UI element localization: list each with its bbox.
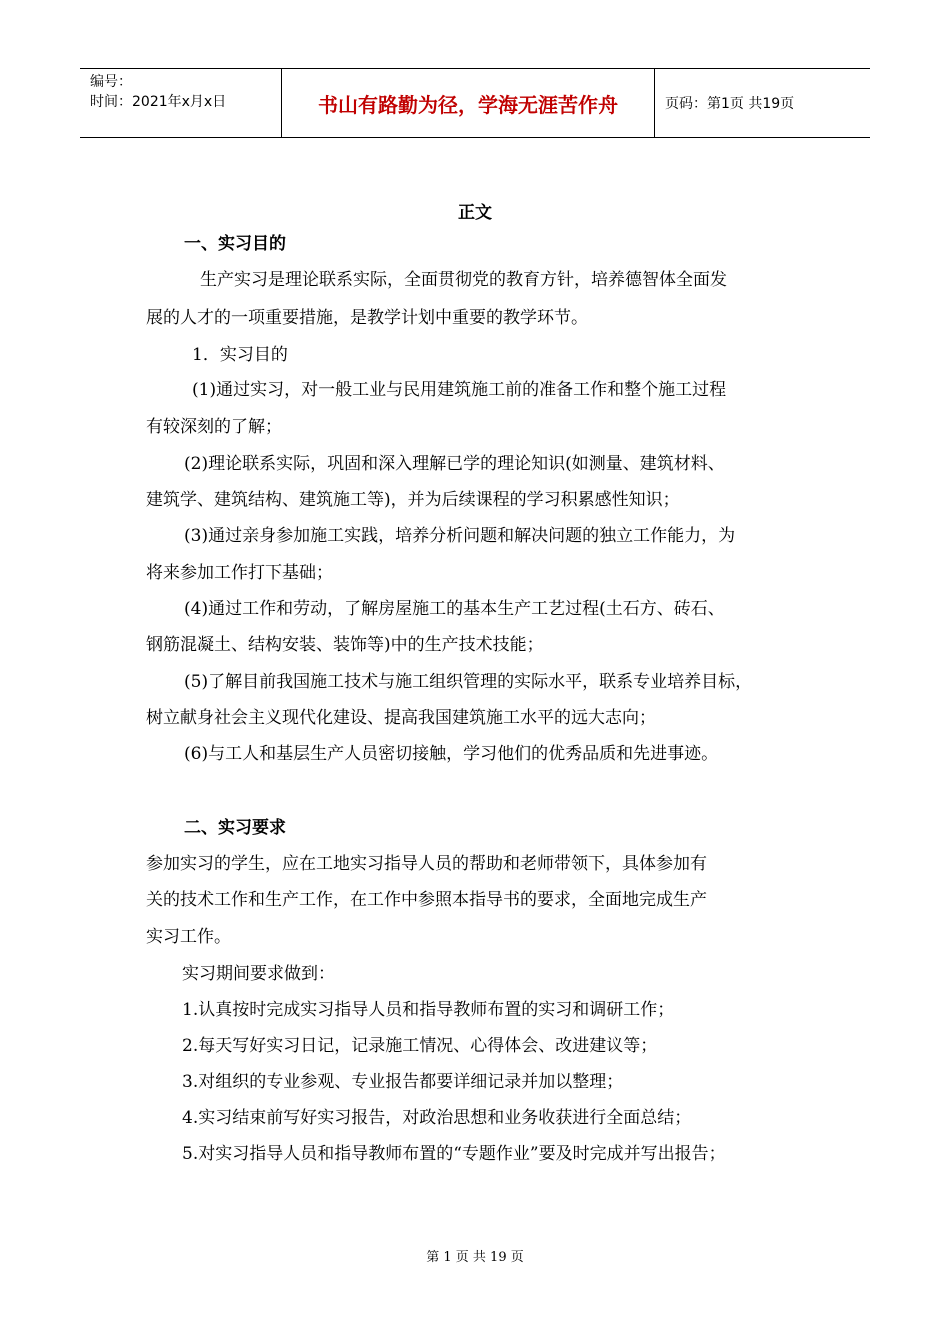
item4-line1: (4)通过工作和劳动，了解房屋施工的基本生产工艺过程(土石方、砖石、 [184,599,725,619]
section2-subheading: 实习期间要求做到： [182,964,335,984]
item5-line1: (5)了解目前我国施工技术与施工组织管理的实际水平，联系专业培养目标， [184,672,753,692]
section2-heading: 二、实习要求 [184,818,286,838]
item2-line2: 建筑学、建筑结构、建筑施工等)，并为后续课程的学习积累感性知识； [146,490,680,510]
section1-subheading: 1．实习目的 [192,345,288,365]
req-item-1: 1.认真按时完成实习指导人员和指导教师布置的实习和调研工作； [182,1000,675,1020]
item3-line2: 将来参加工作打下基础； [146,563,333,583]
item4-line2: 钢筋混凝土、结构安装、装饰等)中的生产技术技能； [146,635,544,655]
header-table [80,68,870,138]
req-item-3: 3.对组织的专业参观、专业报告都要详细记录并加以整理； [182,1072,624,1092]
item3-line1: (3)通过亲身参加施工实践，培养分析问题和解决问题的独立工作能力，为 [184,526,736,546]
req-item-2: 2.每天写好实习日记，记录施工情况、心得体会、改进建议等； [182,1036,658,1056]
section1-intro-line1: 生产实习是理论联系实际，全面贯彻党的教育方针，培养德智体全面发 [200,270,727,290]
item5-line2: 树立献身社会主义现代化建设、提高我国建筑施工水平的远大志向； [146,708,656,728]
header-meta [80,69,282,137]
section1-intro-line2: 展的人才的一项重要措施，是教学计划中重要的教学环节。 [146,308,588,328]
section1-heading: 一、实习目的 [184,234,286,254]
req-item-4: 4.实习结束前写好实习报告，对政治思想和业务收获进行全面总结； [182,1108,692,1128]
item6-line1: (6)与工人和基层生产人员密切接触，学习他们的优秀品质和先进事迹。 [184,744,719,764]
doc-title: 正文 [458,203,492,223]
section2-intro-line3: 实习工作。 [146,927,231,947]
header-page-info: 页码：第1页 共19页 [665,96,795,112]
req-item-5: 5.对实习指导人员和指导教师布置的“专题作业”要及时完成并写出报告； [182,1144,726,1164]
time-label: 时间：2021年x月x日 [90,94,227,110]
item2-line1: (2)理论联系实际，巩固和深入理解已学的理论知识(如测量、建筑材料、 [184,454,725,474]
section2-intro-line2: 关的技术工作和生产工作，在工作中参照本指导书的要求，全面地完成生产 [146,890,707,910]
page-footer: 第 1 页 共 19 页 [426,1250,524,1265]
item1-line1: (1)通过实习，对一般工业与民用建筑施工前的准备工作和整个施工过程 [192,380,727,400]
code-label: 编号： [90,74,132,90]
section2-intro-line1: 参加实习的学生，应在工地实习指导人员的帮助和老师带领下，具体参加有 [146,854,707,874]
item1-line2: 有较深刻的了解； [146,417,282,437]
header-motto: 书山有路勤为径，学海无涯苦作舟 [282,69,655,137]
